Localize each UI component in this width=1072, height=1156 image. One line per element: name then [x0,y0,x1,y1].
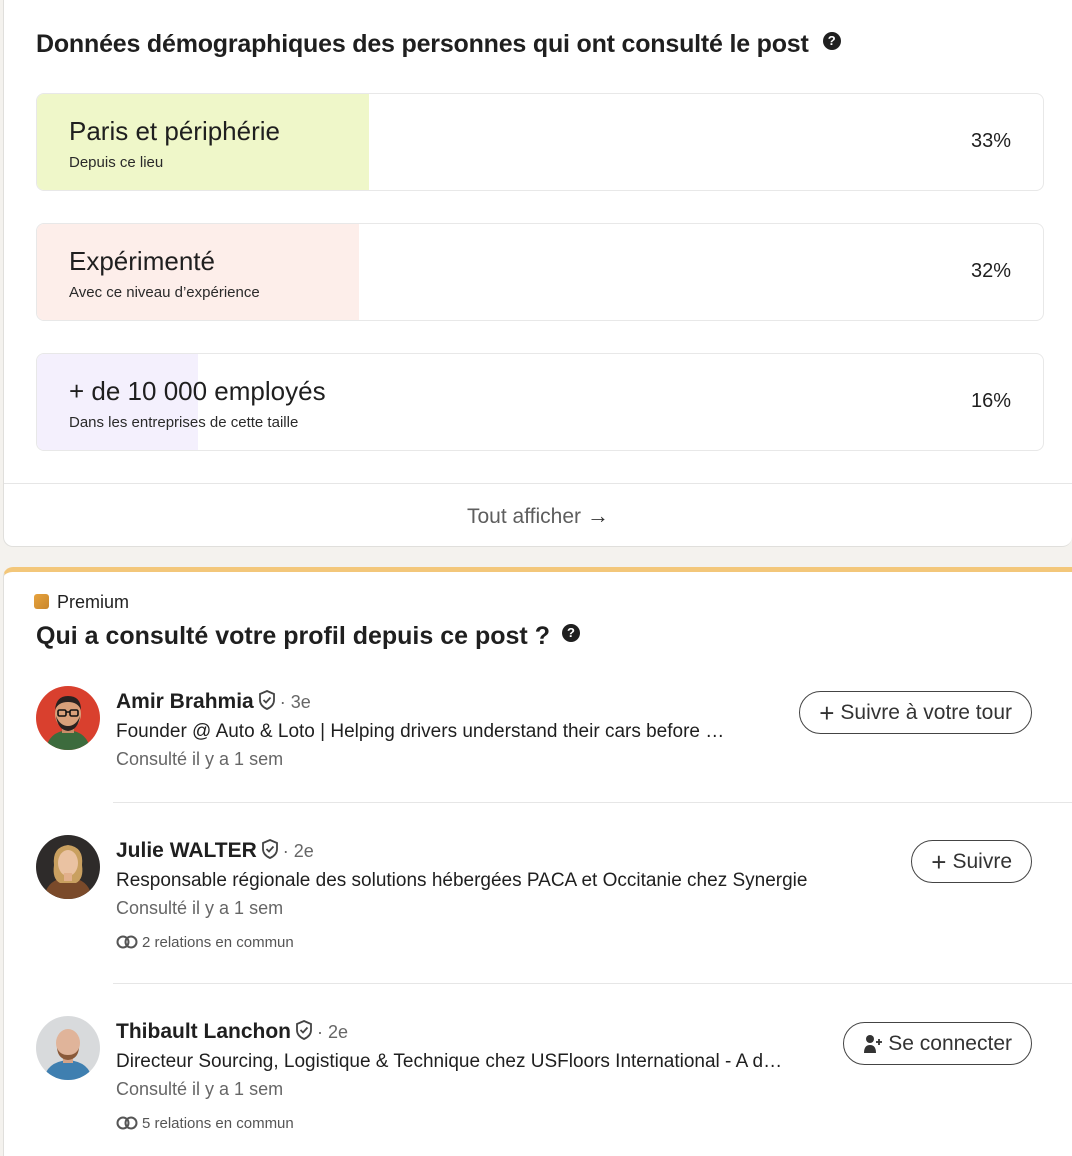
viewer-headline: Founder @ Auto & Loto | Helping drivers understand their cars before … [116,721,725,742]
viewed-time: Consulté il y a 1 sem [116,1079,284,1099]
bar-label: Paris et périphérie [69,116,280,146]
viewer-name[interactable]: Amir Brahmia · 3e [116,690,311,713]
bar-label: + de 10 000 employés [69,376,326,406]
bar-percentage: 32% [970,260,1011,282]
follow-back-button[interactable]: + Suivre à votre tour [799,691,1032,734]
bar-sublabel: Dans les entreprises de cette taille [69,414,299,431]
person-add-icon [863,1033,883,1055]
demographic-bar-location [36,93,1044,191]
mutual-connections[interactable]: 5 relations en commun [116,1115,294,1132]
plus-icon: + [931,846,947,877]
viewer-headline: Directeur Sourcing, Logistique & Technique chez USFloors International - A d… [116,1051,783,1072]
viewed-time: Consulté il y a 1 sem [116,898,284,918]
avatar[interactable] [36,835,100,899]
bar-label: Expérimenté [69,246,215,276]
premium-badge-icon [34,594,49,609]
follow-button[interactable]: + Suivre [911,840,1032,883]
connection-degree: · 2e [282,841,314,861]
connection-degree: · 3e [279,692,311,712]
bar-percentage: 33% [970,130,1011,152]
mutual-connections-icon [116,1116,138,1130]
help-icon[interactable]: ? [823,32,841,50]
connect-button[interactable]: Se connecter [843,1022,1032,1065]
avatar[interactable] [36,686,100,750]
verified-shield-icon [258,690,276,710]
arrow-right-icon: → [587,503,609,528]
show-all-link[interactable]: Tout afficher → [466,503,609,528]
viewer-name[interactable]: Julie WALTER · 2e [116,839,314,862]
viewer-headline: Responsable régionale des solutions hébergées PACA et Occitanie chez Synergie [116,870,808,891]
connection-degree: · 2e [316,1022,349,1042]
mutual-connections[interactable]: 2 relations en commun [116,934,294,951]
demographics-title: Données démographiques des personnes qui ont consulté le post ? [36,30,841,59]
divider [113,802,1072,803]
avatar[interactable] [36,1016,100,1080]
bar-sublabel: Depuis ce lieu [69,154,164,171]
verified-shield-icon [261,839,279,859]
demographic-bar-company-size [36,353,1044,451]
plus-icon: + [819,697,835,728]
profile-viewers-card [3,567,1072,1156]
help-icon[interactable]: ? [562,624,580,642]
divider [4,483,1072,484]
divider [113,983,1072,984]
demographics-card [3,0,1072,547]
mutual-connections-icon [116,935,138,949]
viewers-title: Qui a consulté votre profil depuis ce post ? ? [36,622,580,651]
bar-percentage: 16% [970,390,1011,412]
bar-sublabel: Avec ce niveau d’expérience [69,284,260,301]
viewer-name[interactable]: Thibault Lanchon · 2e [116,1020,349,1043]
verified-shield-icon [295,1020,313,1040]
premium-label: Premium [34,592,129,613]
viewed-time: Consulté il y a 1 sem [116,749,284,769]
demographic-bar-seniority [36,223,1044,321]
